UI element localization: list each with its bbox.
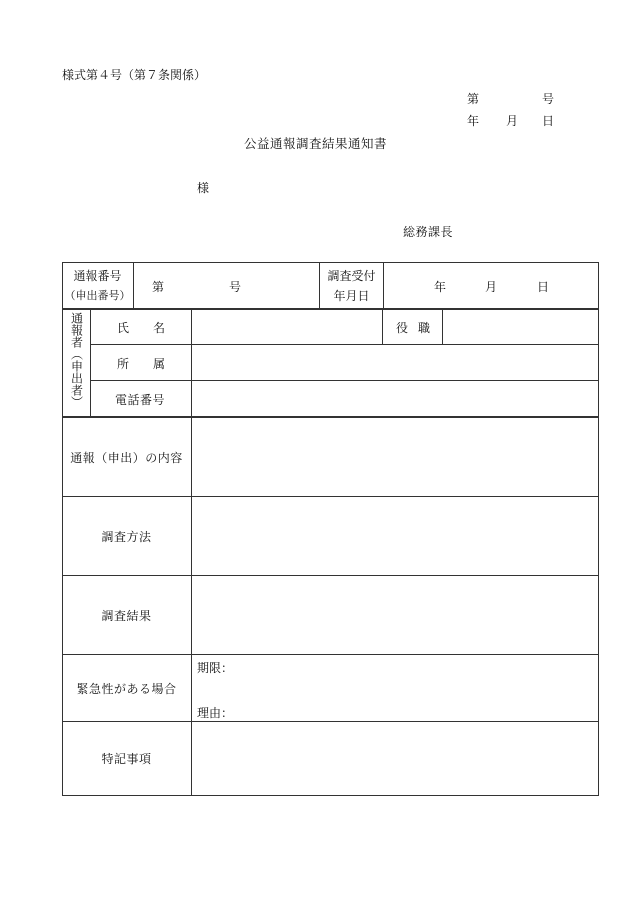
affiliation-label-2: 属 xyxy=(153,357,166,371)
phone-label: 電話番号 xyxy=(115,393,166,407)
affiliation-value[interactable] xyxy=(192,345,598,380)
divider xyxy=(382,309,383,345)
position-label-2: 職 xyxy=(418,321,431,335)
received-month: 月 xyxy=(485,280,498,294)
report-number-dai: 第 xyxy=(152,280,165,294)
notes-value[interactable] xyxy=(192,722,598,795)
divider xyxy=(90,309,91,417)
name-label-2: 名 xyxy=(153,321,166,335)
result-label: 調査結果 xyxy=(101,608,152,623)
name-value[interactable] xyxy=(192,310,382,344)
name-label-1: 氏 xyxy=(117,321,130,335)
report-number-label-line1: 通報番号 xyxy=(73,268,122,283)
report-number-label xyxy=(62,263,133,308)
report-number-go: 号 xyxy=(229,280,242,294)
addressee-suffix: 様 xyxy=(197,181,210,195)
phone-value[interactable] xyxy=(192,381,598,416)
position-label-1: 役 xyxy=(396,321,409,335)
received-date-label xyxy=(320,263,383,308)
received-date-label-line2: 年月日 xyxy=(333,288,370,303)
notes-label: 特記事項 xyxy=(101,752,152,766)
received-day: 日 xyxy=(537,280,550,294)
divider xyxy=(383,262,384,309)
reference-dai: 第 xyxy=(467,92,480,106)
reporter-group-label-text: 通報者（申出者） xyxy=(69,312,84,408)
content-value[interactable] xyxy=(192,418,598,496)
result-value[interactable] xyxy=(192,576,598,654)
received-year: 年 xyxy=(434,280,447,294)
form-number: 様式第４号（第７条関係） xyxy=(62,68,207,82)
report-number-label-line2: （申出番号） xyxy=(64,288,131,302)
date-month: 月 xyxy=(506,114,519,128)
received-date-label-line1: 調査受付 xyxy=(327,268,376,283)
method-label: 調査方法 xyxy=(101,529,152,544)
reason-label: 理由： xyxy=(197,706,234,720)
position-value[interactable] xyxy=(443,310,598,344)
affiliation-label-1: 所 xyxy=(117,357,130,371)
content-label: 通報（申出）の内容 xyxy=(70,450,183,465)
divider xyxy=(133,262,134,309)
urgent-label: 緊急性がある場合 xyxy=(76,681,177,696)
reporter-group-label xyxy=(62,312,90,416)
date-year: 年 xyxy=(467,114,480,128)
deadline-label: 期限： xyxy=(197,661,234,675)
method-value[interactable] xyxy=(192,497,598,575)
date-day: 日 xyxy=(542,114,555,128)
reference-go: 号 xyxy=(542,92,555,106)
document-title: 公益通報調査結果通知書 xyxy=(244,136,388,151)
issuer: 総務課長 xyxy=(403,225,454,239)
